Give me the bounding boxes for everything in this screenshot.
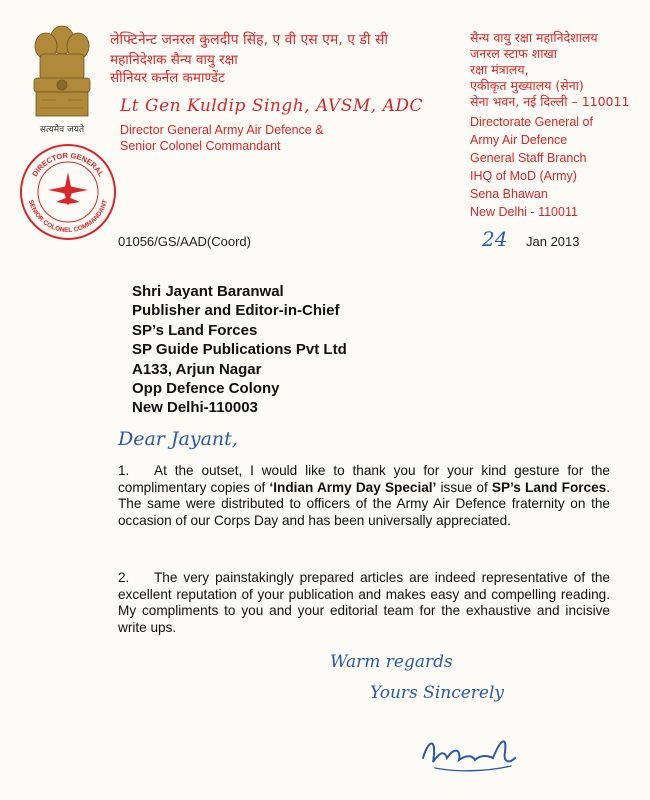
emblem-motto: सत्यमेव जयते <box>39 125 85 135</box>
stamp-text-top: DIRECTOR GENERAL <box>30 150 106 179</box>
right-hindi-line: रक्षा मंत्रालय, <box>470 62 529 77</box>
right-english-line: General Staff Branch <box>470 151 587 165</box>
right-hindi-line: सेना भवन, नई दिल्ली – 110011 <box>470 94 630 109</box>
right-hindi-line: सैन्य वायु रक्षा महानिदेशालय <box>470 30 598 45</box>
paragraph-text: At the outset, I would like to thank you for your kind gesture for the complimentary copies of <box>118 463 610 495</box>
recipient-line: Publisher and Editor-in-Chief <box>132 302 340 320</box>
header-hindi-title-1: महानिदेशक सैन्य वायु रक्षा <box>110 52 238 68</box>
header-name-english: Lt Gen Kuldip Singh, AVSM, ADC <box>120 96 423 116</box>
right-hindi-line: एकीकृत मुख्यालय (सेना) <box>470 78 584 93</box>
header-right-english <box>470 113 593 221</box>
recipient-line: SP’s Land Forces <box>132 321 258 339</box>
date-day-handwritten: 24 <box>482 227 508 251</box>
header-right-hindi <box>470 30 629 110</box>
recipient-line: SP Guide Publications Pvt Ltd <box>132 341 347 359</box>
closing-sincerely-handwritten: Yours Sincerely <box>370 683 505 703</box>
date-month-year: Jan 2013 <box>526 234 580 249</box>
right-english-line: Army Air Defence <box>470 133 568 147</box>
header-title-english-line-1: Director General Army Air Defence & <box>120 123 324 137</box>
recipient-line: Shri Jayant Baranwal <box>132 283 284 300</box>
header-title-english <box>120 122 324 154</box>
recipient-address <box>132 282 347 418</box>
body-paragraph-1 <box>118 463 610 529</box>
header-hindi-name: लेफ्टिनेन्ट जनरल कुलदीप सिंह, ए वी एस एम, ए डी सी <box>110 32 389 48</box>
closing-regards-handwritten: Warm regards <box>330 652 453 672</box>
recipient-line: Opp Defence Colony <box>132 380 280 398</box>
recipient-line: New Delhi-110003 <box>132 399 258 417</box>
header-hindi-title-2: सीनियर कर्नल कमाण्डेंट <box>110 70 225 86</box>
right-english-line: New Delhi - 110011 <box>470 205 578 219</box>
handwritten-signature-icon <box>415 728 525 778</box>
right-english-line: Directorate General of <box>470 115 593 129</box>
reference-number: 01056/GS/AAD(Coord) <box>118 234 251 249</box>
emphasis-issue-title: ‘Indian Army Day Special’ <box>269 479 437 495</box>
paragraph-text: issue of <box>436 479 492 495</box>
director-general-stamp-icon <box>18 142 118 242</box>
paragraph-number: 1. <box>118 463 130 478</box>
salutation-handwritten: Dear Jayant, <box>118 428 238 450</box>
emphasis-publication-name: SP’s Land Forces <box>491 479 607 495</box>
paragraph-text: The very painstakingly prepared articles are indeed representative of the excellent reputation of your publication and makes easy and compelling reading. My compliments to you and your editorial team for the exhaustive and incisive write ups. <box>118 570 610 635</box>
national-emblem-icon <box>26 20 98 138</box>
stamp-insignia-icon <box>48 172 88 206</box>
right-english-line: Sena Bhawan <box>470 187 548 201</box>
body-paragraph-2 <box>118 570 610 636</box>
recipient-line: A133, Arjun Nagar <box>132 360 262 378</box>
right-english-line: IHQ of MoD (Army) <box>470 169 577 183</box>
paragraph-text: . The same were distributed to officers of the Army Air Defence fraternity on the occasion of our Corps Day and has been universally appreciated. <box>118 479 610 528</box>
paragraph-number: 2. <box>118 570 130 585</box>
right-hindi-line: जनरल स्टाफ शाखा <box>470 46 557 61</box>
header-title-english-line-2: Senior Colonel Commandant <box>120 139 281 153</box>
stamp-text-bottom: SENIOR COLONEL COMMANDANT <box>26 199 110 235</box>
